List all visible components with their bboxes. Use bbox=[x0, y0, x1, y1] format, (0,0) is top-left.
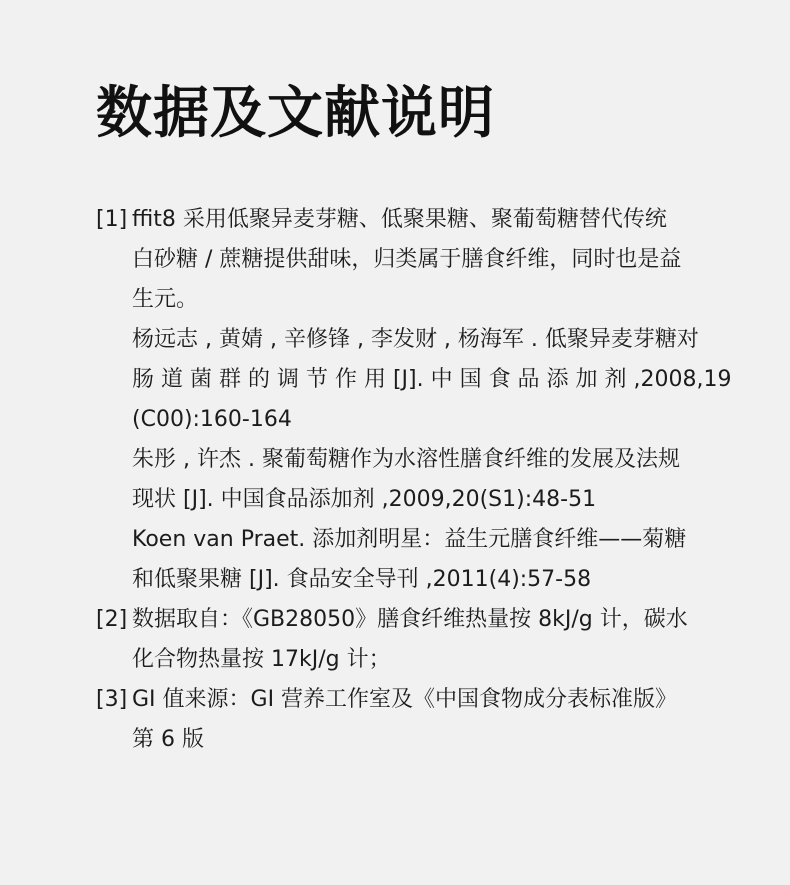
citation-line: (C00):160-164 bbox=[132, 407, 292, 432]
reference-item-1 bbox=[96, 200, 732, 600]
citation-line: 现状 [J]. 中国食品添加剂 ,2009,20(S1):48-51 bbox=[132, 487, 597, 512]
reference-number: [1] bbox=[96, 207, 128, 232]
citation-line: 杨远志 , 黄婧 , 辛修锋 , 李发财 , 杨海军 . 低聚异麦芽糖对 bbox=[132, 327, 699, 352]
reference-number: [3] bbox=[96, 687, 128, 712]
reference-item-3 bbox=[96, 680, 716, 760]
reference-list bbox=[96, 200, 732, 760]
reference-line: GI 值来源：GI 营养工作室及《中国食物成分表标准版》 bbox=[132, 687, 678, 712]
reference-line: 数据取自：《GB28050》膳食纤维热量按 8kJ/g 计，碳水 bbox=[132, 607, 688, 632]
reference-item-2 bbox=[96, 600, 716, 680]
page-title: 数据及文献说明 bbox=[96, 81, 495, 146]
reference-line: 第 6 版 bbox=[132, 727, 204, 752]
reference-line: 生元。 bbox=[132, 287, 199, 312]
reference-number: [2] bbox=[96, 607, 128, 632]
reference-line: 化合物热量按 17kJ/g 计； bbox=[132, 647, 391, 672]
reference-line: ffit8 采用低聚异麦芽糖、低聚果糖、聚葡萄糖替代传统 bbox=[132, 207, 667, 232]
reference-line: 白砂糖 / 蔗糖提供甜味，归类属于膳食纤维，同时也是益 bbox=[132, 247, 682, 272]
citation-line: 和低聚果糖 [J]. 食品安全导刊 ,2011(4):57-58 bbox=[132, 567, 592, 592]
citation-line: 朱彤 , 许杰 . 聚葡萄糖作为水溶性膳食纤维的发展及法规 bbox=[132, 447, 680, 472]
citation-line: 肠 道 菌 群 的 调 节 作 用 [J]. 中 国 食 品 添 加 剂 ,2008,19 bbox=[132, 367, 732, 392]
citation-line: Koen van Praet. 添加剂明星：益生元膳食纤维——菊糖 bbox=[132, 527, 687, 552]
